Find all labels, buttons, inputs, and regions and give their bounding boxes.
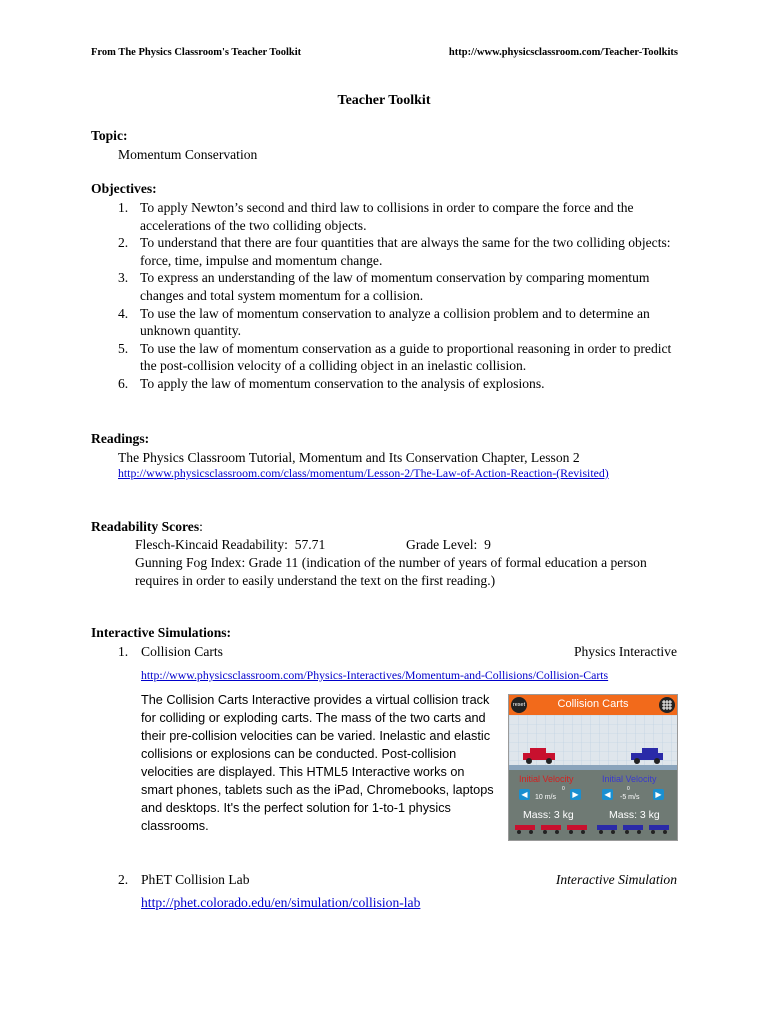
sim-1-source: Physics Interactive — [573, 644, 677, 659]
readability-colon: : — [199, 519, 203, 534]
grade-row — [406, 536, 491, 554]
sim-1-description: The Collision Carts Interactive provides a virtual collision track for colliding or exploding carts. The mass of the two carts and their pre-collision velocities can be varied. Inelastic and elastic collisions or explosions can be conducted. Post-collision velocities are displayed. This HTML5 Interactive works on smart phones, tablets such as the iPad, Chromebooks, laptops and desktops. It's the perfect solution for 1-to-1 physics classrooms. — [141, 693, 494, 833]
objective-item — [118, 340, 678, 375]
reset-button[interactable]: reset — [511, 697, 527, 713]
topic-heading: Topic: — [91, 128, 128, 143]
objective-item — [118, 375, 678, 393]
objective-item — [118, 305, 678, 340]
readability-heading-row — [91, 518, 203, 536]
left-slider-tick: 0 — [562, 786, 565, 792]
right-decrease-icon[interactable]: ◀ — [602, 789, 613, 800]
objective-number: 5. — [118, 340, 129, 356]
topic-value: Momentum Conservation — [118, 147, 258, 162]
sim-1-name: Collision Carts — [141, 644, 223, 659]
objective-number: 1. — [118, 200, 129, 215]
thumb-title: Collision Carts — [557, 698, 629, 710]
grade-label: Grade Level: — [406, 537, 478, 552]
objective-text: To apply Newton’s second and third law to collisions in order to compare the force and the accelerations of the two colliding objects. — [140, 200, 634, 233]
objective-text: To apply the law of momentum conservation to the analysis of explosions. — [140, 375, 545, 391]
sim-2-number: 2. — [118, 872, 129, 887]
readings-text: The Physics Classroom Tutorial, Momentum and Its Conservation Chapter, Lesson 2 — [118, 450, 580, 465]
header-right: http://www.physicsclassroom.com/Teacher-Toolkits — [448, 47, 678, 58]
left-velocity-label: Initial Velocity — [519, 774, 574, 784]
right-slider-tick: 0 — [627, 786, 630, 792]
right-velocity-value: -5 m/s — [620, 794, 640, 801]
simulations-heading: Interactive Simulations: — [91, 625, 232, 640]
grade-value: 9 — [484, 537, 491, 552]
right-velocity-label: Initial Velocity — [602, 774, 657, 784]
readings-link[interactable]: http://www.physicsclassroom.com/class/momentum/Lesson-2/The-Law-of-Action-Reaction-(Revisited) — [118, 466, 609, 480]
objective-item — [118, 269, 678, 304]
left-velocity-value: 10 m/s — [535, 794, 557, 801]
objective-number: 3. — [118, 270, 129, 286]
left-decrease-icon[interactable]: ◀ — [519, 789, 530, 800]
objectives-list — [118, 199, 678, 393]
objective-text: To use the law of momentum conservation to analyze a collision problem and to determine an unknown quantity. — [140, 305, 650, 339]
readability-heading: Readability Scores — [91, 519, 200, 534]
objectives-heading: Objectives: — [91, 181, 157, 196]
objective-text: To understand that there are four quantities that are always the same for the two colliding objects: force, time, impulse and momentum change. — [140, 235, 671, 268]
left-increase-icon[interactable]: ▶ — [570, 789, 581, 800]
readings-heading: Readings: — [91, 431, 150, 446]
objective-text: To use the law of momentum conservation as a guide to proportional reasoning in order to predict the post-collision velocity of a colliding object in an inelastic collision. — [140, 340, 672, 374]
page-title: Teacher Toolkit — [337, 93, 431, 108]
left-mass-carts-icon — [513, 823, 593, 835]
flesch-row — [135, 536, 325, 554]
sim-1-number: 1. — [118, 644, 129, 659]
right-mass: Mass: 3 kg — [609, 809, 660, 821]
header-left: From The Physics Classroom's Teacher Toolkit — [91, 47, 302, 58]
gunning-fog: Gunning Fog Index: Grade 11 (indication of the number of years of formal education a person requires in order to easily understand the text on the first reading.) — [135, 555, 647, 588]
right-mass-carts-icon — [595, 823, 675, 835]
objective-number: 4. — [118, 305, 129, 321]
objective-item — [118, 234, 678, 269]
left-mass: Mass: 3 kg — [523, 809, 574, 821]
flesch-value: 57.71 — [294, 537, 326, 552]
grid-toggle-icon[interactable] — [659, 697, 675, 713]
flesch-label: Flesch-Kincaid Readability: — [135, 537, 288, 552]
sim-2-name: PhET Collision Lab — [141, 872, 250, 887]
collision-carts-thumbnail[interactable] — [508, 694, 678, 841]
right-cart — [627, 747, 667, 765]
objective-number: 2. — [118, 235, 129, 251]
objective-text: To express an understanding of the law of momentum conservation by comparing momentum changes and total system momentum for a collision. — [140, 270, 650, 303]
right-increase-icon[interactable]: ▶ — [653, 789, 664, 800]
sim-1-link[interactable]: http://www.physicsclassroom.com/Physics-Interactives/Momentum-and-Collisions/Collision-Carts — [141, 668, 609, 682]
objective-item — [118, 199, 678, 234]
sim-2-source: Interactive Simulation — [555, 872, 677, 887]
objective-number: 6. — [118, 375, 129, 391]
left-cart — [521, 747, 561, 765]
sim-2-link[interactable]: http://phet.colorado.edu/en/simulation/collision-lab — [141, 895, 421, 910]
